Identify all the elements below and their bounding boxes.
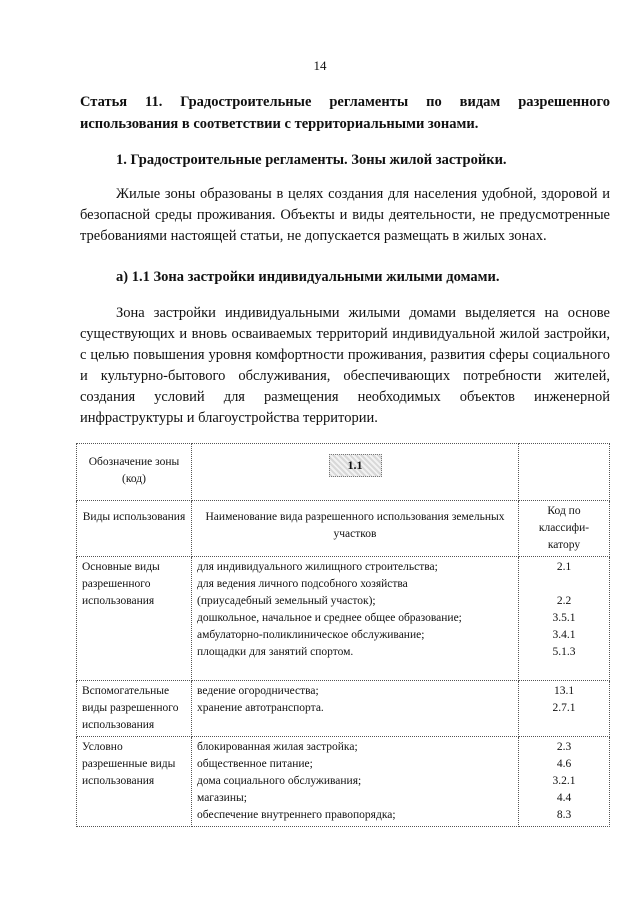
classifier-code: 2.2 — [556, 595, 572, 607]
section-title: 1. Градостроительные регламенты. Зоны жилой застройки. — [116, 152, 507, 168]
zone-code-empty — [519, 444, 610, 501]
page-number: 14 — [313, 58, 327, 73]
header-row — [77, 501, 610, 557]
group-row-conditional — [77, 737, 610, 827]
zone-code-badge: 1.1 — [329, 454, 382, 477]
group-codes — [519, 737, 610, 827]
classifier-code: 8.3 — [556, 809, 572, 821]
usage-item: дома социального обслуживания; — [197, 775, 362, 787]
regulations-table — [76, 443, 610, 827]
usage-item: блокированная жилая застройка; — [197, 741, 358, 753]
subsection-title: а) 1.1 Зона застройки индивидуальными жилыми домами. — [116, 269, 500, 285]
usage-item: дошкольное, начальное и среднее общее образование; — [197, 612, 462, 624]
usage-item: хранение автотранспорта. — [197, 702, 324, 714]
classifier-code: 2.3 — [556, 741, 572, 753]
group-name: Основные виды разрешенного использования — [77, 557, 192, 681]
classifier-code: 13.1 — [553, 685, 575, 697]
intro-paragraph: Жилые зоны образованы в целях создания для населения удобной, здоровой и безопасной среды проживания. Объекты и виды деятельности, не предусмотренные требованиями настоящей статьи, не допускается размещать в жилых зонах. — [80, 186, 610, 244]
usage-item: обеспечение внутреннего правопорядка; — [197, 809, 396, 821]
usage-item: для индивидуального жилищного строительства; — [197, 561, 438, 573]
zone-code-row — [77, 444, 610, 501]
header-usage-name: Наименование вида разрешенного использования земельных участков — [192, 501, 519, 557]
zone-paragraph: Зона застройки индивидуальными жилыми домами выделяется на основе существующих и вновь осваиваемых территорий индивидуальной жилой застройки, с целью повышения уровня комфортности проживания, развития сферы социального и культурно-бытового обслуживания, обеспечивающих потребности жителей, создания условий для размещения необходимых объектов инженерной инфраструктуры и благоустройства территории. — [80, 305, 610, 426]
classifier-code: 3.2.1 — [552, 775, 576, 787]
group-codes — [519, 557, 610, 681]
classifier-code: 4.4 — [556, 792, 572, 804]
zone-code-label: Обозначение зоны (код) — [77, 444, 192, 501]
usage-item: ведение огородничества; — [197, 685, 319, 697]
group-row-auxiliary — [77, 681, 610, 737]
usage-item: общественное питание; — [197, 758, 313, 770]
classifier-code: 2.7.1 — [552, 702, 576, 714]
group-row-main — [77, 557, 610, 681]
group-items — [192, 557, 519, 681]
group-codes — [519, 681, 610, 737]
classifier-code: 4.6 — [556, 758, 572, 770]
usage-item: для ведения личного подсобного хозяйства — [197, 578, 408, 590]
group-items — [192, 737, 519, 827]
classifier-code: 2.1 — [556, 561, 572, 573]
classifier-code: 3.4.1 — [552, 629, 576, 641]
group-items — [192, 681, 519, 737]
usage-item: магазины; — [197, 792, 247, 804]
article-title: Статья 11. Градостроительные регламенты по видам разрешенного использования в соответствии с территориальными зонами. — [80, 94, 610, 132]
usage-item: (приусадебный земельный участок); — [197, 595, 376, 607]
usage-item: площадки для занятий спортом. — [197, 646, 354, 658]
group-name: Вспомогательные виды разрешенного использования — [77, 681, 192, 737]
usage-item: амбулаторно-поликлиническое обслуживание; — [197, 629, 425, 641]
group-name: Условно разрешенные виды использования — [77, 737, 192, 827]
classifier-code: 5.1.3 — [552, 646, 576, 658]
header-usage-types: Виды использования — [77, 501, 192, 557]
zone-code-cell — [192, 444, 519, 501]
classifier-code — [524, 576, 604, 593]
classifier-code: 3.5.1 — [552, 612, 576, 624]
header-classifier-code: Код по классифи-катору — [519, 501, 610, 557]
